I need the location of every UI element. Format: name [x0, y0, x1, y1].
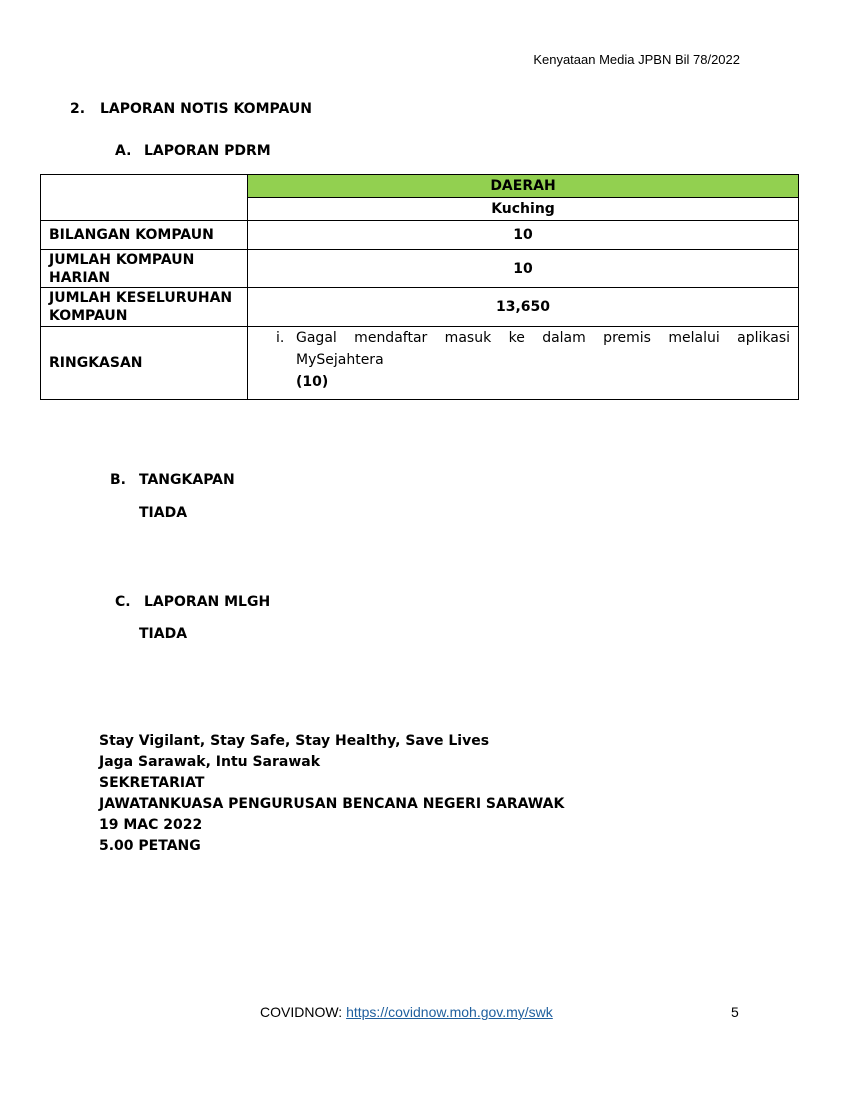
- row-label-line: JUMLAH KESELURUHAN: [49, 290, 233, 306]
- table-row: [41, 288, 799, 327]
- section-title: LAPORAN NOTIS KOMPAUN: [100, 101, 312, 117]
- signoff-block: [99, 731, 564, 857]
- subsection-a-heading: [115, 143, 271, 159]
- summary-count: (10): [296, 374, 329, 390]
- signoff-committee: JAWATANKUASA PENGURUSAN BENCANA NEGERI SARAWAK: [99, 796, 565, 812]
- subsection-c-title: LAPORAN MLGH: [144, 594, 271, 610]
- district-header-cell: DAERAH: [248, 175, 799, 198]
- signoff-slogan: Stay Vigilant, Stay Safe, Stay Healthy, Save Lives: [99, 733, 490, 749]
- footer-label: COVIDNOW:: [260, 1004, 347, 1020]
- section-number: 2.: [70, 101, 86, 117]
- signoff-time: 5.00 PETANG: [99, 838, 201, 854]
- row-value: 10: [248, 221, 799, 250]
- compound-report-table: [40, 174, 799, 400]
- row-label-line: KOMPAUN: [49, 308, 128, 324]
- subsection-b-content: TIADA: [139, 505, 188, 521]
- subsection-c-heading: [115, 594, 270, 610]
- row-label: [41, 250, 248, 288]
- subsection-c-content: TIADA: [139, 626, 188, 642]
- subsection-b-letter: B.: [110, 472, 126, 488]
- row-label-line: HARIAN: [49, 269, 111, 286]
- district-name-cell: Kuching: [248, 198, 799, 221]
- summary-description: Gagal mendaftar masuk ke dalam premis melalui aplikasi MySejahtera: [296, 330, 790, 368]
- subsection-a-letter: A.: [115, 143, 132, 159]
- subsection-a-title: LAPORAN PDRM: [144, 143, 271, 159]
- signoff-motto: Jaga Sarawak, Intu Sarawak: [99, 754, 321, 770]
- table-corner-cell: [41, 175, 248, 221]
- row-label: BILANGAN KOMPAUN: [41, 221, 248, 250]
- summary-item-number: i.: [276, 330, 285, 346]
- section-heading: [70, 101, 312, 117]
- subsection-b-title: TANGKAPAN: [139, 472, 235, 488]
- page-number: 5: [731, 1004, 739, 1020]
- summary-label: RINGKASAN: [41, 327, 248, 400]
- covidnow-link[interactable]: https://covidnow.moh.gov.my/swk: [346, 1004, 553, 1020]
- row-label-line: JUMLAH KOMPAUN: [49, 251, 195, 268]
- subsection-b-heading: [110, 472, 235, 488]
- summary-list-item: [256, 327, 790, 393]
- document-header: Kenyataan Media JPBN Bil 78/2022: [533, 52, 740, 67]
- signoff-date: 19 MAC 2022: [99, 817, 203, 833]
- signoff-secretariat: SEKRETARIAT: [99, 775, 205, 791]
- row-label: [41, 288, 248, 327]
- summary-cell: [248, 327, 799, 400]
- table-row: [41, 327, 799, 400]
- summary-item-text: [296, 327, 790, 393]
- row-value: 13,650: [248, 288, 799, 327]
- footer: [260, 1004, 553, 1020]
- table-row: [41, 250, 799, 288]
- table-row: [41, 221, 799, 250]
- subsection-c-letter: C.: [115, 594, 131, 610]
- row-value: 10: [248, 250, 799, 288]
